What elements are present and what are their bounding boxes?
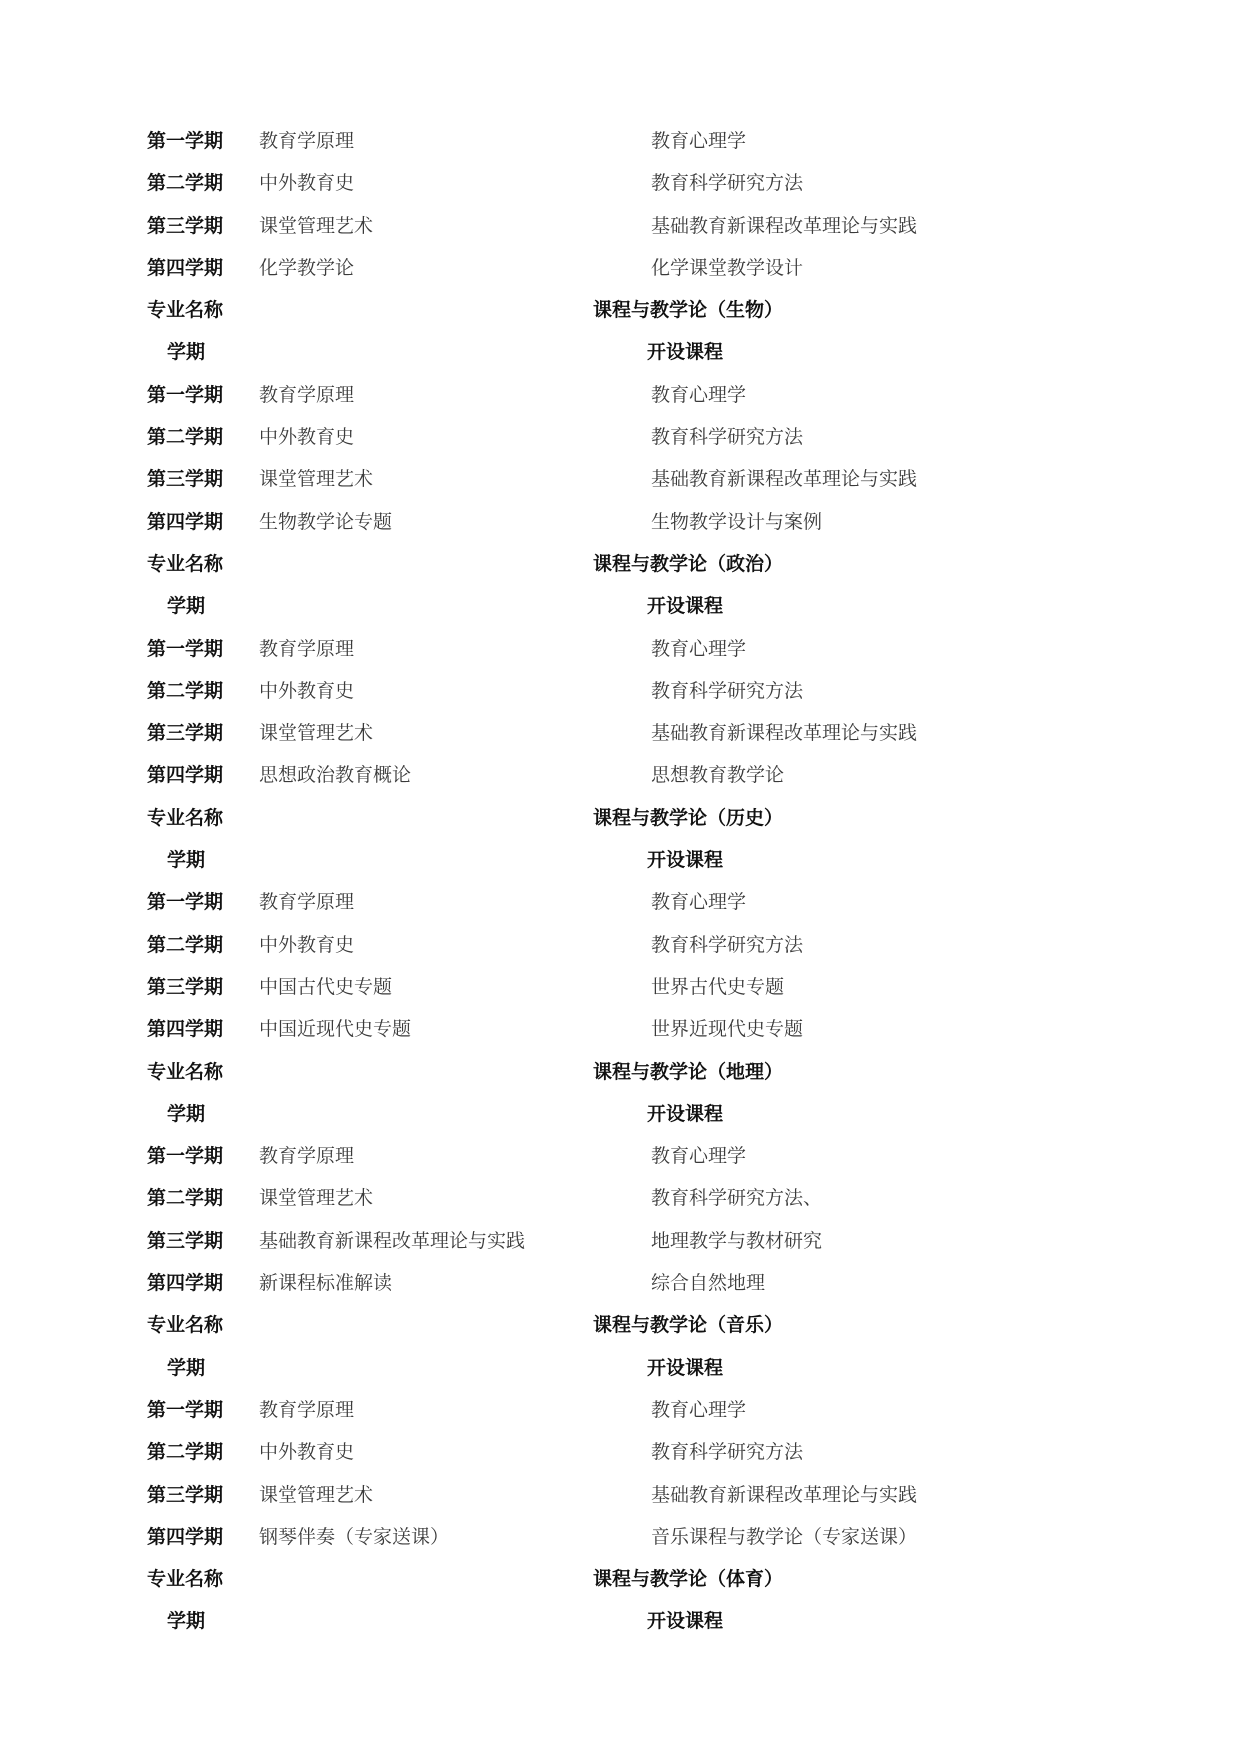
courses-header: 开设课程 xyxy=(647,1610,724,1633)
major-name-row xyxy=(0,543,1241,585)
course-1: 中外教育史 xyxy=(259,1441,355,1464)
courses-header: 开设课程 xyxy=(647,595,724,618)
term-label: 第一学期 xyxy=(147,383,224,406)
major-title: 课程与教学论（体育） xyxy=(593,1568,784,1591)
major-label: 专业名称 xyxy=(147,1568,224,1591)
course-2: 教育科学研究方法 xyxy=(651,679,804,702)
major-title: 课程与教学论（地理） xyxy=(593,1060,784,1083)
term-row xyxy=(0,162,1241,204)
course-1: 教育学原理 xyxy=(259,1145,355,1168)
course-1: 中外教育史 xyxy=(259,426,355,449)
column-header-row xyxy=(0,839,1241,881)
course-2: 教育科学研究方法 xyxy=(651,933,804,956)
courses-header: 开设课程 xyxy=(647,1102,724,1125)
course-1: 新课程标准解读 xyxy=(259,1272,393,1295)
term-row xyxy=(0,1262,1241,1304)
term-label: 第二学期 xyxy=(147,1187,224,1210)
term-row xyxy=(0,1135,1241,1177)
course-2: 化学课堂教学设计 xyxy=(651,256,804,279)
course-2: 教育心理学 xyxy=(651,130,747,152)
term-row xyxy=(0,374,1241,416)
course-1: 课堂管理艺术 xyxy=(259,722,374,745)
course-2: 教育心理学 xyxy=(651,637,747,660)
course-2: 基础教育新课程改革理论与实践 xyxy=(651,722,918,745)
term-label: 第一学期 xyxy=(147,130,224,152)
course-2: 教育科学研究方法、 xyxy=(651,1187,823,1210)
course-1: 钢琴伴奏（专家送课） xyxy=(259,1525,450,1548)
term-row xyxy=(0,247,1241,289)
term-label: 第二学期 xyxy=(147,1441,224,1464)
term-label: 第四学期 xyxy=(147,1018,224,1041)
course-2: 教育心理学 xyxy=(651,1145,747,1168)
course-2: 基础教育新课程改革理论与实践 xyxy=(651,468,918,491)
term-header: 学期 xyxy=(167,341,206,364)
course-1: 教育学原理 xyxy=(259,637,355,660)
term-row xyxy=(0,1177,1241,1219)
course-2: 教育科学研究方法 xyxy=(651,426,804,449)
term-label: 第一学期 xyxy=(147,637,224,660)
term-header: 学期 xyxy=(167,1356,206,1379)
term-header: 学期 xyxy=(167,1102,206,1125)
major-title: 课程与教学论（生物） xyxy=(593,299,784,322)
term-label: 第三学期 xyxy=(147,1229,224,1252)
term-label: 第二学期 xyxy=(147,172,224,195)
course-1: 中国古代史专题 xyxy=(259,975,393,998)
term-label: 第二学期 xyxy=(147,426,224,449)
term-label: 第二学期 xyxy=(147,679,224,702)
term-header: 学期 xyxy=(167,849,206,872)
major-name-row xyxy=(0,289,1241,331)
term-row xyxy=(0,754,1241,796)
course-1: 基础教育新课程改革理论与实践 xyxy=(259,1229,526,1252)
term-label: 第四学期 xyxy=(147,1525,224,1548)
column-header-row xyxy=(0,1093,1241,1135)
term-label: 第一学期 xyxy=(147,891,224,914)
major-name-row xyxy=(0,1558,1241,1600)
course-2: 基础教育新课程改革理论与实践 xyxy=(651,1483,918,1506)
course-2: 教育科学研究方法 xyxy=(651,172,804,195)
term-row xyxy=(0,1389,1241,1431)
term-row xyxy=(0,1008,1241,1050)
term-row xyxy=(0,501,1241,543)
term-label: 第一学期 xyxy=(147,1398,224,1421)
column-header-row xyxy=(0,331,1241,373)
course-2: 世界近现代史专题 xyxy=(651,1018,804,1041)
term-label: 第四学期 xyxy=(147,510,224,533)
course-2: 教育心理学 xyxy=(651,891,747,914)
major-label: 专业名称 xyxy=(147,299,224,322)
term-label: 第四学期 xyxy=(147,764,224,787)
term-row xyxy=(0,924,1241,966)
major-label: 专业名称 xyxy=(147,1060,224,1083)
course-2: 教育心理学 xyxy=(651,383,747,406)
course-1: 教育学原理 xyxy=(259,130,355,152)
term-row xyxy=(0,881,1241,923)
major-title: 课程与教学论（政治） xyxy=(593,552,784,575)
course-2: 生物教学设计与案例 xyxy=(651,510,823,533)
course-1: 中国近现代史专题 xyxy=(259,1018,412,1041)
major-title: 课程与教学论（音乐） xyxy=(593,1314,784,1337)
term-row xyxy=(0,120,1241,162)
major-title: 课程与教学论（历史） xyxy=(593,806,784,829)
column-header-row xyxy=(0,585,1241,627)
term-label: 第三学期 xyxy=(147,722,224,745)
course-2: 基础教育新课程改革理论与实践 xyxy=(651,214,918,237)
course-1: 教育学原理 xyxy=(259,1398,355,1421)
course-1: 教育学原理 xyxy=(259,891,355,914)
term-row xyxy=(0,966,1241,1008)
term-row xyxy=(0,1431,1241,1473)
course-1: 生物教学论专题 xyxy=(259,510,393,533)
major-name-row xyxy=(0,1304,1241,1346)
major-label: 专业名称 xyxy=(147,552,224,575)
course-2: 教育科学研究方法 xyxy=(651,1441,804,1464)
column-header-row xyxy=(0,1347,1241,1389)
major-label: 专业名称 xyxy=(147,806,224,829)
course-2: 思想教育教学论 xyxy=(651,764,785,787)
term-label: 第三学期 xyxy=(147,214,224,237)
term-row xyxy=(0,416,1241,458)
term-header: 学期 xyxy=(167,1610,206,1633)
column-header-row xyxy=(0,1600,1241,1642)
course-table xyxy=(0,120,1241,1643)
course-1: 课堂管理艺术 xyxy=(259,468,374,491)
course-1: 中外教育史 xyxy=(259,679,355,702)
course-1: 教育学原理 xyxy=(259,383,355,406)
term-header: 学期 xyxy=(167,595,206,618)
term-row xyxy=(0,1220,1241,1262)
course-1: 课堂管理艺术 xyxy=(259,1483,374,1506)
courses-header: 开设课程 xyxy=(647,849,724,872)
term-row xyxy=(0,1474,1241,1516)
course-2: 教育心理学 xyxy=(651,1398,747,1421)
term-label: 第二学期 xyxy=(147,933,224,956)
courses-header: 开设课程 xyxy=(647,1356,724,1379)
term-label: 第四学期 xyxy=(147,256,224,279)
term-label: 第一学期 xyxy=(147,1145,224,1168)
major-name-row xyxy=(0,1051,1241,1093)
term-row xyxy=(0,1516,1241,1558)
term-label: 第四学期 xyxy=(147,1272,224,1295)
course-1: 化学教学论 xyxy=(259,256,355,279)
term-row xyxy=(0,205,1241,247)
term-label: 第三学期 xyxy=(147,975,224,998)
course-2: 综合自然地理 xyxy=(651,1272,766,1295)
major-label: 专业名称 xyxy=(147,1314,224,1337)
term-row xyxy=(0,628,1241,670)
course-1: 中外教育史 xyxy=(259,933,355,956)
course-2: 地理教学与教材研究 xyxy=(651,1229,823,1252)
course-1: 思想政治教育概论 xyxy=(259,764,412,787)
course-1: 课堂管理艺术 xyxy=(259,214,374,237)
courses-header: 开设课程 xyxy=(647,341,724,364)
major-name-row xyxy=(0,797,1241,839)
term-label: 第三学期 xyxy=(147,1483,224,1506)
term-row xyxy=(0,712,1241,754)
term-label: 第三学期 xyxy=(147,468,224,491)
course-2: 音乐课程与教学论（专家送课） xyxy=(651,1525,918,1548)
course-1: 课堂管理艺术 xyxy=(259,1187,374,1210)
term-row xyxy=(0,670,1241,712)
course-2: 世界古代史专题 xyxy=(651,975,785,998)
term-row xyxy=(0,458,1241,500)
course-1: 中外教育史 xyxy=(259,172,355,195)
